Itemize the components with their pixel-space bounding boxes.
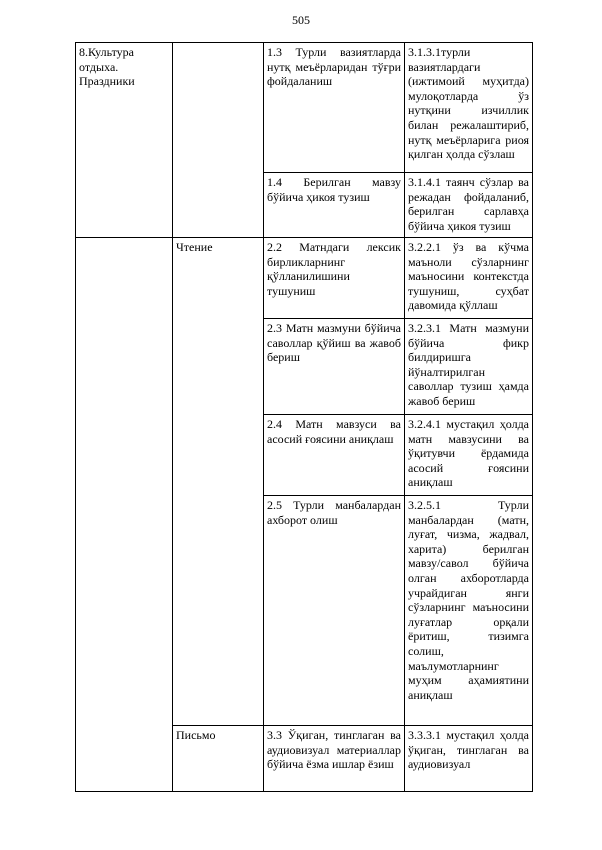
objective-cell: 2.3 Матн мазмуни бўйича саволлар қўйиш ва жавоб бериш — [264, 319, 405, 415]
objective-cell: 2.4 Матн мавзуси ва асосий ғоясини аниқлаш — [264, 415, 405, 496]
objective-cell: 2.2 Матндаги лексик бирликларнинг қўлланилишини тушуниш — [264, 238, 405, 319]
objective-cell: 2.5 Турли манбалардан ахборот олиш — [264, 496, 405, 726]
page-number: 505 — [292, 13, 310, 27]
outcome-cell: 3.2.4.1 мустақил ҳолда матн мавзусини ва ўқитувчи ёрдамида асосий ғоясини аниқлаш — [405, 415, 533, 496]
topic-line: 8.Культура — [79, 45, 134, 59]
curriculum-table — [75, 42, 533, 792]
outcome-cell: 3.2.5.1 Турли манбалардан (матн, луғат, чизма, жадвал, харита) берилган мавзу/савол бўйича олган ахборотларда учрайдиган янги сўзларнинг маъносини луғатлар орқали ёритиш, тизимга солиш, маълумотларнинг муҳим аҳамиятини аниқлаш — [405, 496, 533, 726]
outcome-cell: 3.2.3.1 Матн мазмуни бўйича фикр билдиришга йўналтирилган саволлар тузиш ҳамда жавоб бериш — [405, 319, 533, 415]
outcome-cell: 3.1.4.1 таянч сўзлар ва режадан фойдаланиб, берилган сарлавҳа бўйича ҳикоя тузиш — [405, 173, 533, 238]
skill-cell-reading: Чтение — [173, 238, 264, 726]
outcome-cell: 3.3.3.1 мустақил ҳолда ўқиган, тинглаган ва аудиовизуал — [405, 726, 533, 792]
outcome-cell: 3.2.2.1 ўз ва кўчма маъноли сўзларнинг маъносини контекстда тушуниш, суҳбат давомида қўллаш — [405, 238, 533, 319]
topic-cell-empty — [76, 238, 173, 792]
skill-cell-writing: Письмо — [173, 726, 264, 792]
topic-cell — [76, 43, 173, 238]
table-row — [76, 43, 533, 173]
topic-line: отдыха. — [79, 59, 119, 74]
outcome-cell: 3.1.3.1турли вазиятлардаги (ижтимоий муҳитда) мулоқотларда ўз нутқини изчиллик билан режалаштириб, нутқ меъёрларига риоя қилган ҳолда сўзлаш — [405, 43, 533, 173]
topic-line: Праздники — [79, 74, 135, 89]
objective-cell: 3.3 Ўқиган, тинглаган ва аудиовизуал материаллар бўйича ёзма ишлар ёзиш — [264, 726, 405, 792]
objective-cell: 1.3 Турли вазиятларда нутқ меъёрларидан тўғри фойдаланиш — [264, 43, 405, 173]
objective-cell: 1.4 Берилган мавзу бўйича ҳикоя тузиш — [264, 173, 405, 238]
table-row — [76, 238, 533, 319]
skill-cell-empty — [173, 43, 264, 238]
